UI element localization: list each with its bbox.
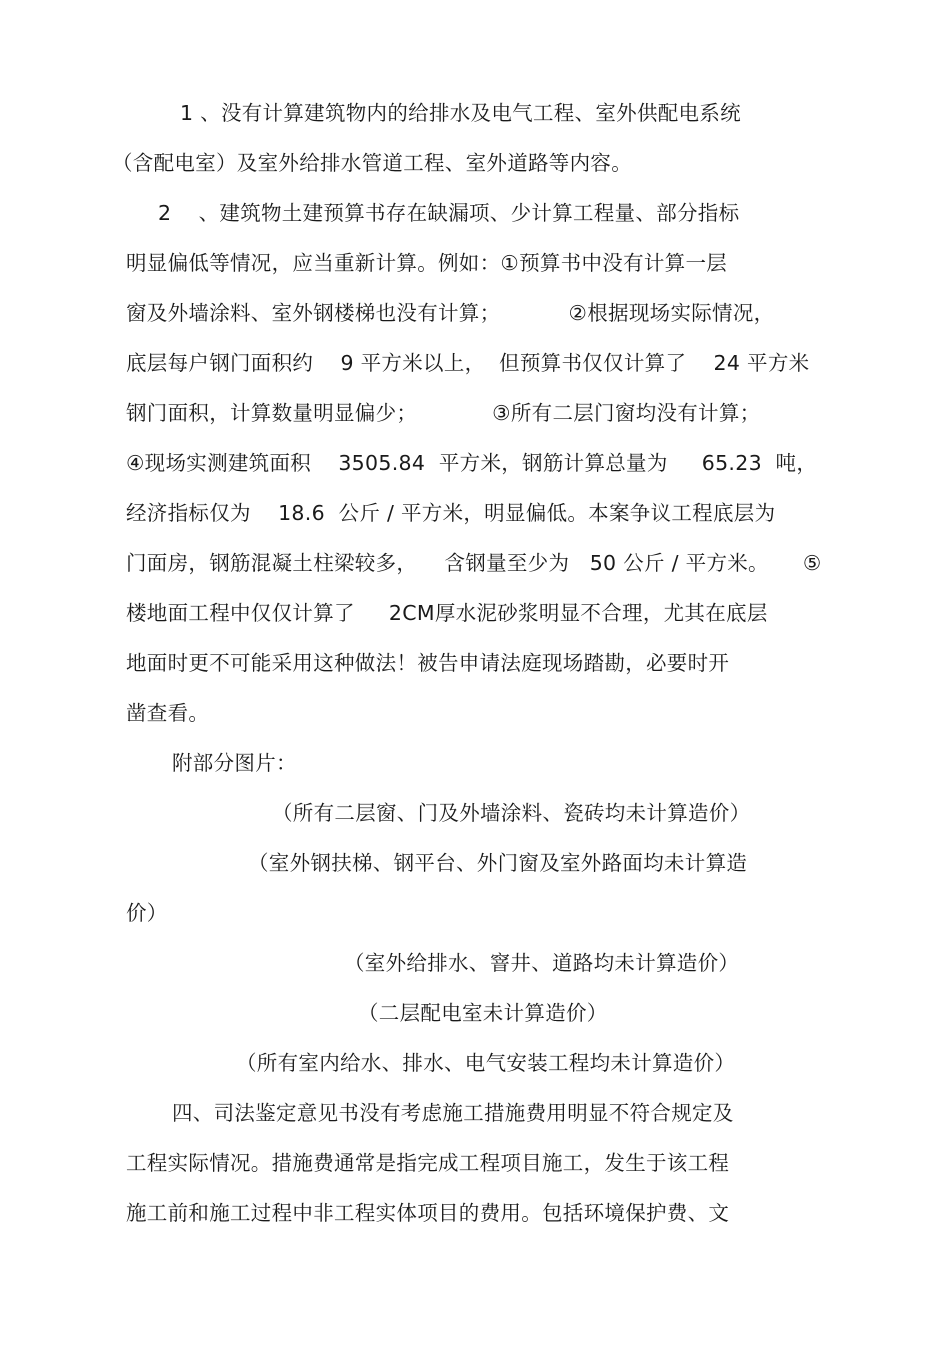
text-line: 楼地面工程中仅仅计算了 2CM厚水泥砂浆明显不合理，尤其在底层 <box>126 601 768 625</box>
text-line: （含配电室）及室外给排水管道工程、室外道路等内容。 <box>112 151 632 175</box>
caption-line: （室外钢扶梯、钢平台、外门窗及室外路面均未计算造 <box>248 851 748 875</box>
text-line: 底层每户钢门面积约 9 平方米以上， 但预算书仅仅计算了 24 平方米 <box>126 351 810 375</box>
caption-line: （所有室内给水、排水、电气安装工程均未计算造价） <box>236 1051 736 1075</box>
text-line: 窗及外墙涂料、室外钢楼梯也没有计算； ②根据现场实际情况， <box>126 301 775 325</box>
text-line: 附部分图片： <box>172 751 297 775</box>
text-line: 门面房，钢筋混凝土柱梁较多， 含钢量至少为 50 公斤 / 平方米。 ⑤ <box>126 551 822 575</box>
caption-line: 价） <box>126 901 168 925</box>
caption-line: （二层配电室未计算造价） <box>358 1001 608 1025</box>
text-line: 工程实际情况。措施费通常是指完成工程项目施工，发生于该工程 <box>126 1151 730 1175</box>
text-line: 地面时更不可能采用这种做法！被告申请法庭现场踏勘，必要时开 <box>126 651 730 675</box>
text-line: 1 、没有计算建筑物内的给排水及电气工程、室外供配电系统 <box>180 101 741 125</box>
text-line: 经济指标仅为 18.6 公斤 / 平方米，明显偏低。本案争议工程底层为 <box>126 501 776 525</box>
caption-line: （所有二层窗、门及外墙涂料、瓷砖均未计算造价） <box>272 801 751 825</box>
text-line: 钢门面积，计算数量明显偏少； ③所有二层门窗均没有计算； <box>126 401 761 425</box>
text-line: 施工前和施工过程中非工程实体项目的费用。包括环境保护费、文 <box>126 1201 730 1225</box>
text-line: 凿查看。 <box>126 701 210 725</box>
text-line: 2 、建筑物土建预算书存在缺漏项、少计算工程量、部分指标 <box>158 201 740 225</box>
text-line: 明显偏低等情况，应当重新计算。例如：①预算书中没有计算一层 <box>126 251 728 275</box>
text-line: ④现场实测建筑面积 3505.84 平方米，钢筋计算总量为 65.23 吨， <box>126 451 818 475</box>
text-line: 四、司法鉴定意见书没有考虑施工措施费用明显不符合规定及 <box>172 1101 734 1125</box>
caption-line: （室外给排水、窨井、道路均未计算造价） <box>344 951 740 975</box>
